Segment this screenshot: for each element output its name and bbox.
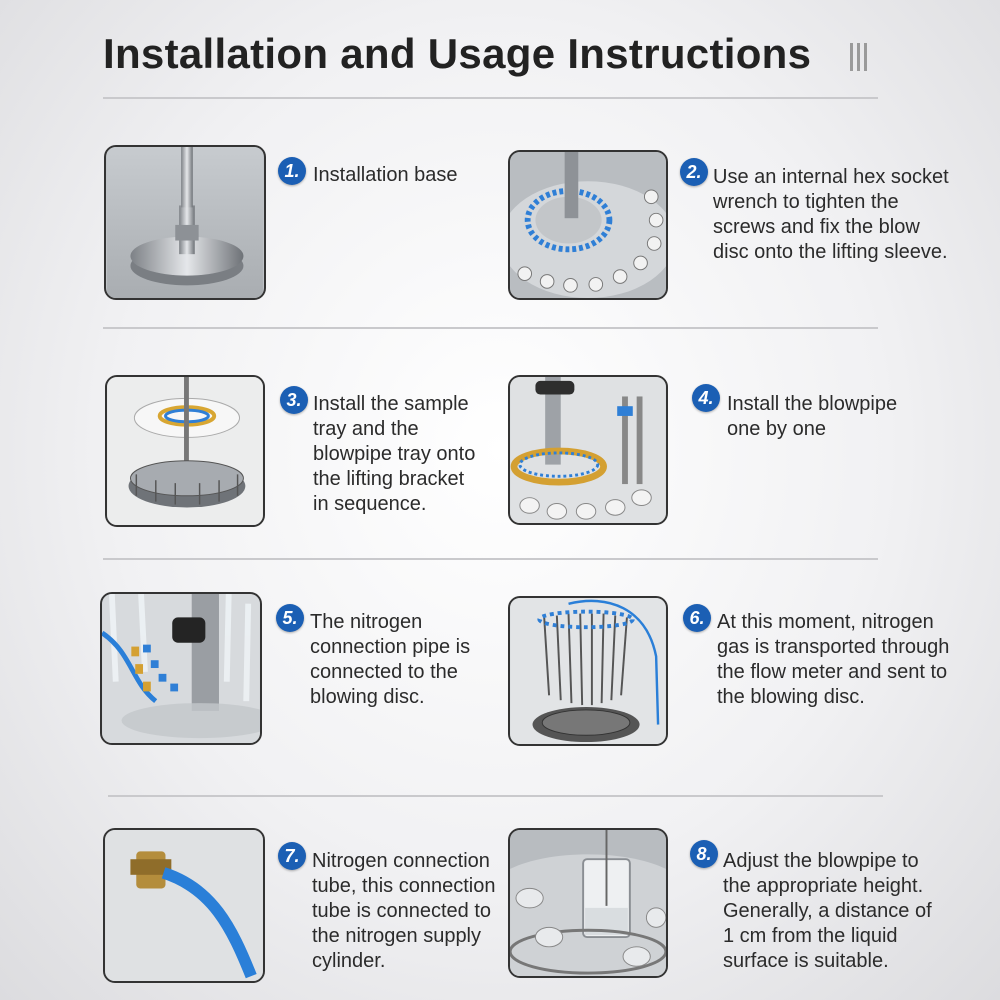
nitrogen-tube-photo [103,828,265,983]
connection-pipe-photo [100,592,262,745]
title-decoration [850,43,867,71]
step-3-text: Install the sample tray and the blowpipe tray onto the lifting bracket in sequence. [313,393,476,515]
sample-tray-photo [105,375,265,527]
step-7-text: Nitrogen connection tube, this connection tube is connected to the nitrogen supply cylinder. [312,850,496,972]
blow-disc-photo [508,150,668,300]
row-divider-2 [103,558,878,560]
blowpipe-height-photo [508,828,668,978]
step-8-text: Adjust the blowpipe to the appropriate height. Generally, a distance of 1 cm from the liquid surface is suitable. [723,850,932,972]
step-2-badge: 2. [680,158,708,186]
blowpipe-photo [508,375,668,525]
flow-meter-photo [508,596,668,746]
step-8-badge: 8. [690,840,718,868]
step-1-text: Installation base [313,164,458,186]
step-4-badge: 4. [692,384,720,412]
row-divider-1 [103,327,878,329]
step-3-badge: 3. [280,386,308,414]
step-1-badge: 1. [278,157,306,185]
title-divider [103,97,878,99]
step-5-text: The nitrogen connection pipe is connected to the blowing disc. [310,611,471,708]
step-4-text: Install the blowpipe one by one [727,393,898,440]
row-divider-3 [108,795,883,797]
step-2-text: Use an internal hex socket wrench to tighten the screws and fix the blow disc onto the lifting sleeve. [713,166,949,263]
installation-base-photo [104,145,266,300]
step-6-text: At this moment, nitrogen gas is transported through the flow meter and sent to the blowing disc. [717,611,950,708]
page-title: Installation and Usage Instructions [103,30,812,77]
step-7-badge: 7. [278,842,306,870]
step-5-badge: 5. [276,604,304,632]
step-6-badge: 6. [683,604,711,632]
